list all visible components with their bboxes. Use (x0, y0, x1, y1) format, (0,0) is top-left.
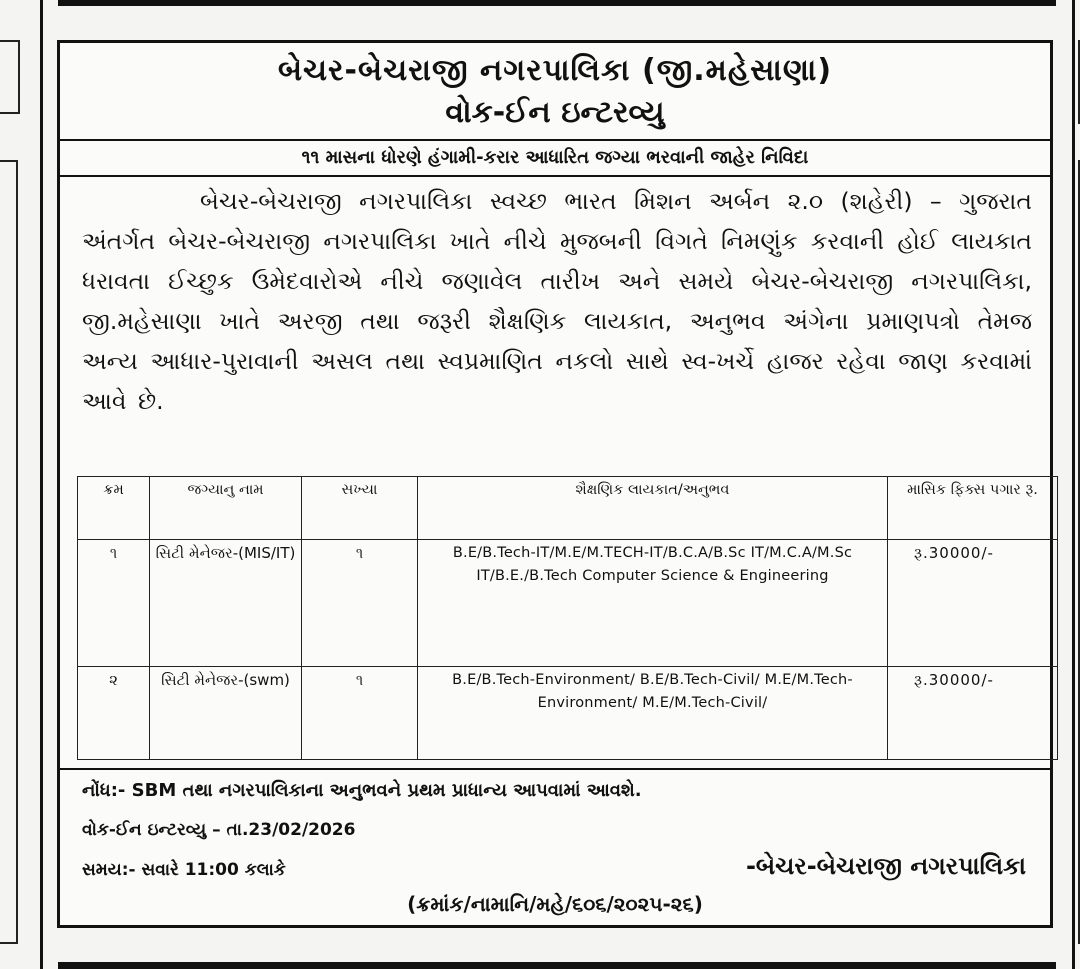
notice-title: બેચર-બેચરાજી નગરપાલિકા (જી.મહેસાણા) (277, 53, 833, 88)
row-post: સિટી મેનેજર-(swm) (150, 667, 302, 760)
row-post: સિટી મેનેજર-(MIS/IT) (150, 540, 302, 667)
header-salary: માસિક ફિક્સ પગાર રૂ. (888, 477, 1058, 540)
table-row (78, 667, 1058, 760)
left-column-rule (40, 0, 43, 969)
left-adjacent-ad (0, 40, 20, 114)
interview-date: વોક-ઈન ઇન્ટરવ્યુ – તા.23/02/2026 (82, 820, 356, 840)
row-serial: ૨ (78, 667, 150, 760)
header-serial: ક્રમ (78, 477, 150, 540)
tender-line: ૧૧ માસના ધોરણે હંગામી-કરાર આધારિત જગ્યા ભરવાની જાહેર નિવિદા (60, 141, 1050, 177)
row-salary: રૂ.30000/- (888, 667, 1058, 760)
table-row (78, 540, 1058, 667)
row-count: ૧ (302, 667, 418, 760)
left-adjacent-column (0, 160, 18, 944)
priority-note: નોંધ:- SBM તથા નગરપાલિકાના અનુભવને પ્રથમ પ્રાધાન્ય આપવામાં આવશે. (82, 780, 642, 801)
row-qualification: B.E/B.Tech-Environment/ B.E/B.Tech-Civil/ M.E/M.Tech-Environment/ M.E/M.Tech-Civil/ (418, 667, 888, 760)
walk-in-interview-notice (57, 40, 1053, 928)
header-post: જગ્યાનુ નામ (150, 477, 302, 540)
right-column-rule (1072, 0, 1075, 969)
notice-subtitle: વોક-ઈન ઇન્ટરવ્યુ (445, 95, 665, 130)
reference-number: (ક્રમાંક/નામાનિ/મહે/૬૦૬/૨૦૨૫-૨૬) (407, 892, 703, 916)
page-top-rule (58, 0, 1056, 6)
row-qualification: B.E/B.Tech-IT/M.E/M.TECH-IT/B.C.A/B.Sc IT/M.C.A/M.Sc IT/B.E./B.Tech Computer Science & Engineering (418, 540, 888, 667)
row-serial: ૧ (78, 540, 150, 667)
page-bottom-rule (58, 962, 1056, 969)
header-qualification: શૈક્ષણિક લાયકાત/અનુભવ (418, 477, 888, 540)
notice-body: બેચર-બેચરાજી નગરપાલિકા સ્વચ્છ ભારત મિશન અર્બન ૨.૦ (શહેરી) – ગુજરાત અંતર્ગત બેચર-બેચરાજી નગરપાલિકા ખાતે નીચે મુજબની વિગતે નિમણુંક કરવાની હોઈ લાયકાત ધરાવતા ઈચ્છુક ઉમેદવારોએ નીચે જણાવેલ તારીખ અને સમયે બેચર-બેચરાજી નગરપાલિકા, જી.મહેસાણા ખાતે અરજી તથા જરૂરી શૈક્ષણિક લાયકાત, અનુભવ અંગેના પ્રમાણપત્રો તેમજ અન્ય આધાર-પુરાવાની અસલ તથા સ્વપ્રમાણિત નકલો સાથે સ્વ-ખર્ચે હાજર રહેવા જાણ કરવામાં આવે છે. (82, 187, 1032, 415)
row-count: ૧ (302, 540, 418, 667)
issuer-signature: -બેચર-બેચરાજી નગરપાલિકા (745, 852, 1026, 880)
header-count: સખ્યા (302, 477, 418, 540)
interview-time: સમય:- સવારે 11:00 કલાકે (82, 860, 286, 880)
notice-header (60, 43, 1050, 141)
row-salary: રૂ.30000/- (888, 540, 1058, 667)
table-header-row (78, 477, 1058, 540)
posts-table (77, 476, 1058, 760)
notice-footer (60, 768, 1050, 930)
